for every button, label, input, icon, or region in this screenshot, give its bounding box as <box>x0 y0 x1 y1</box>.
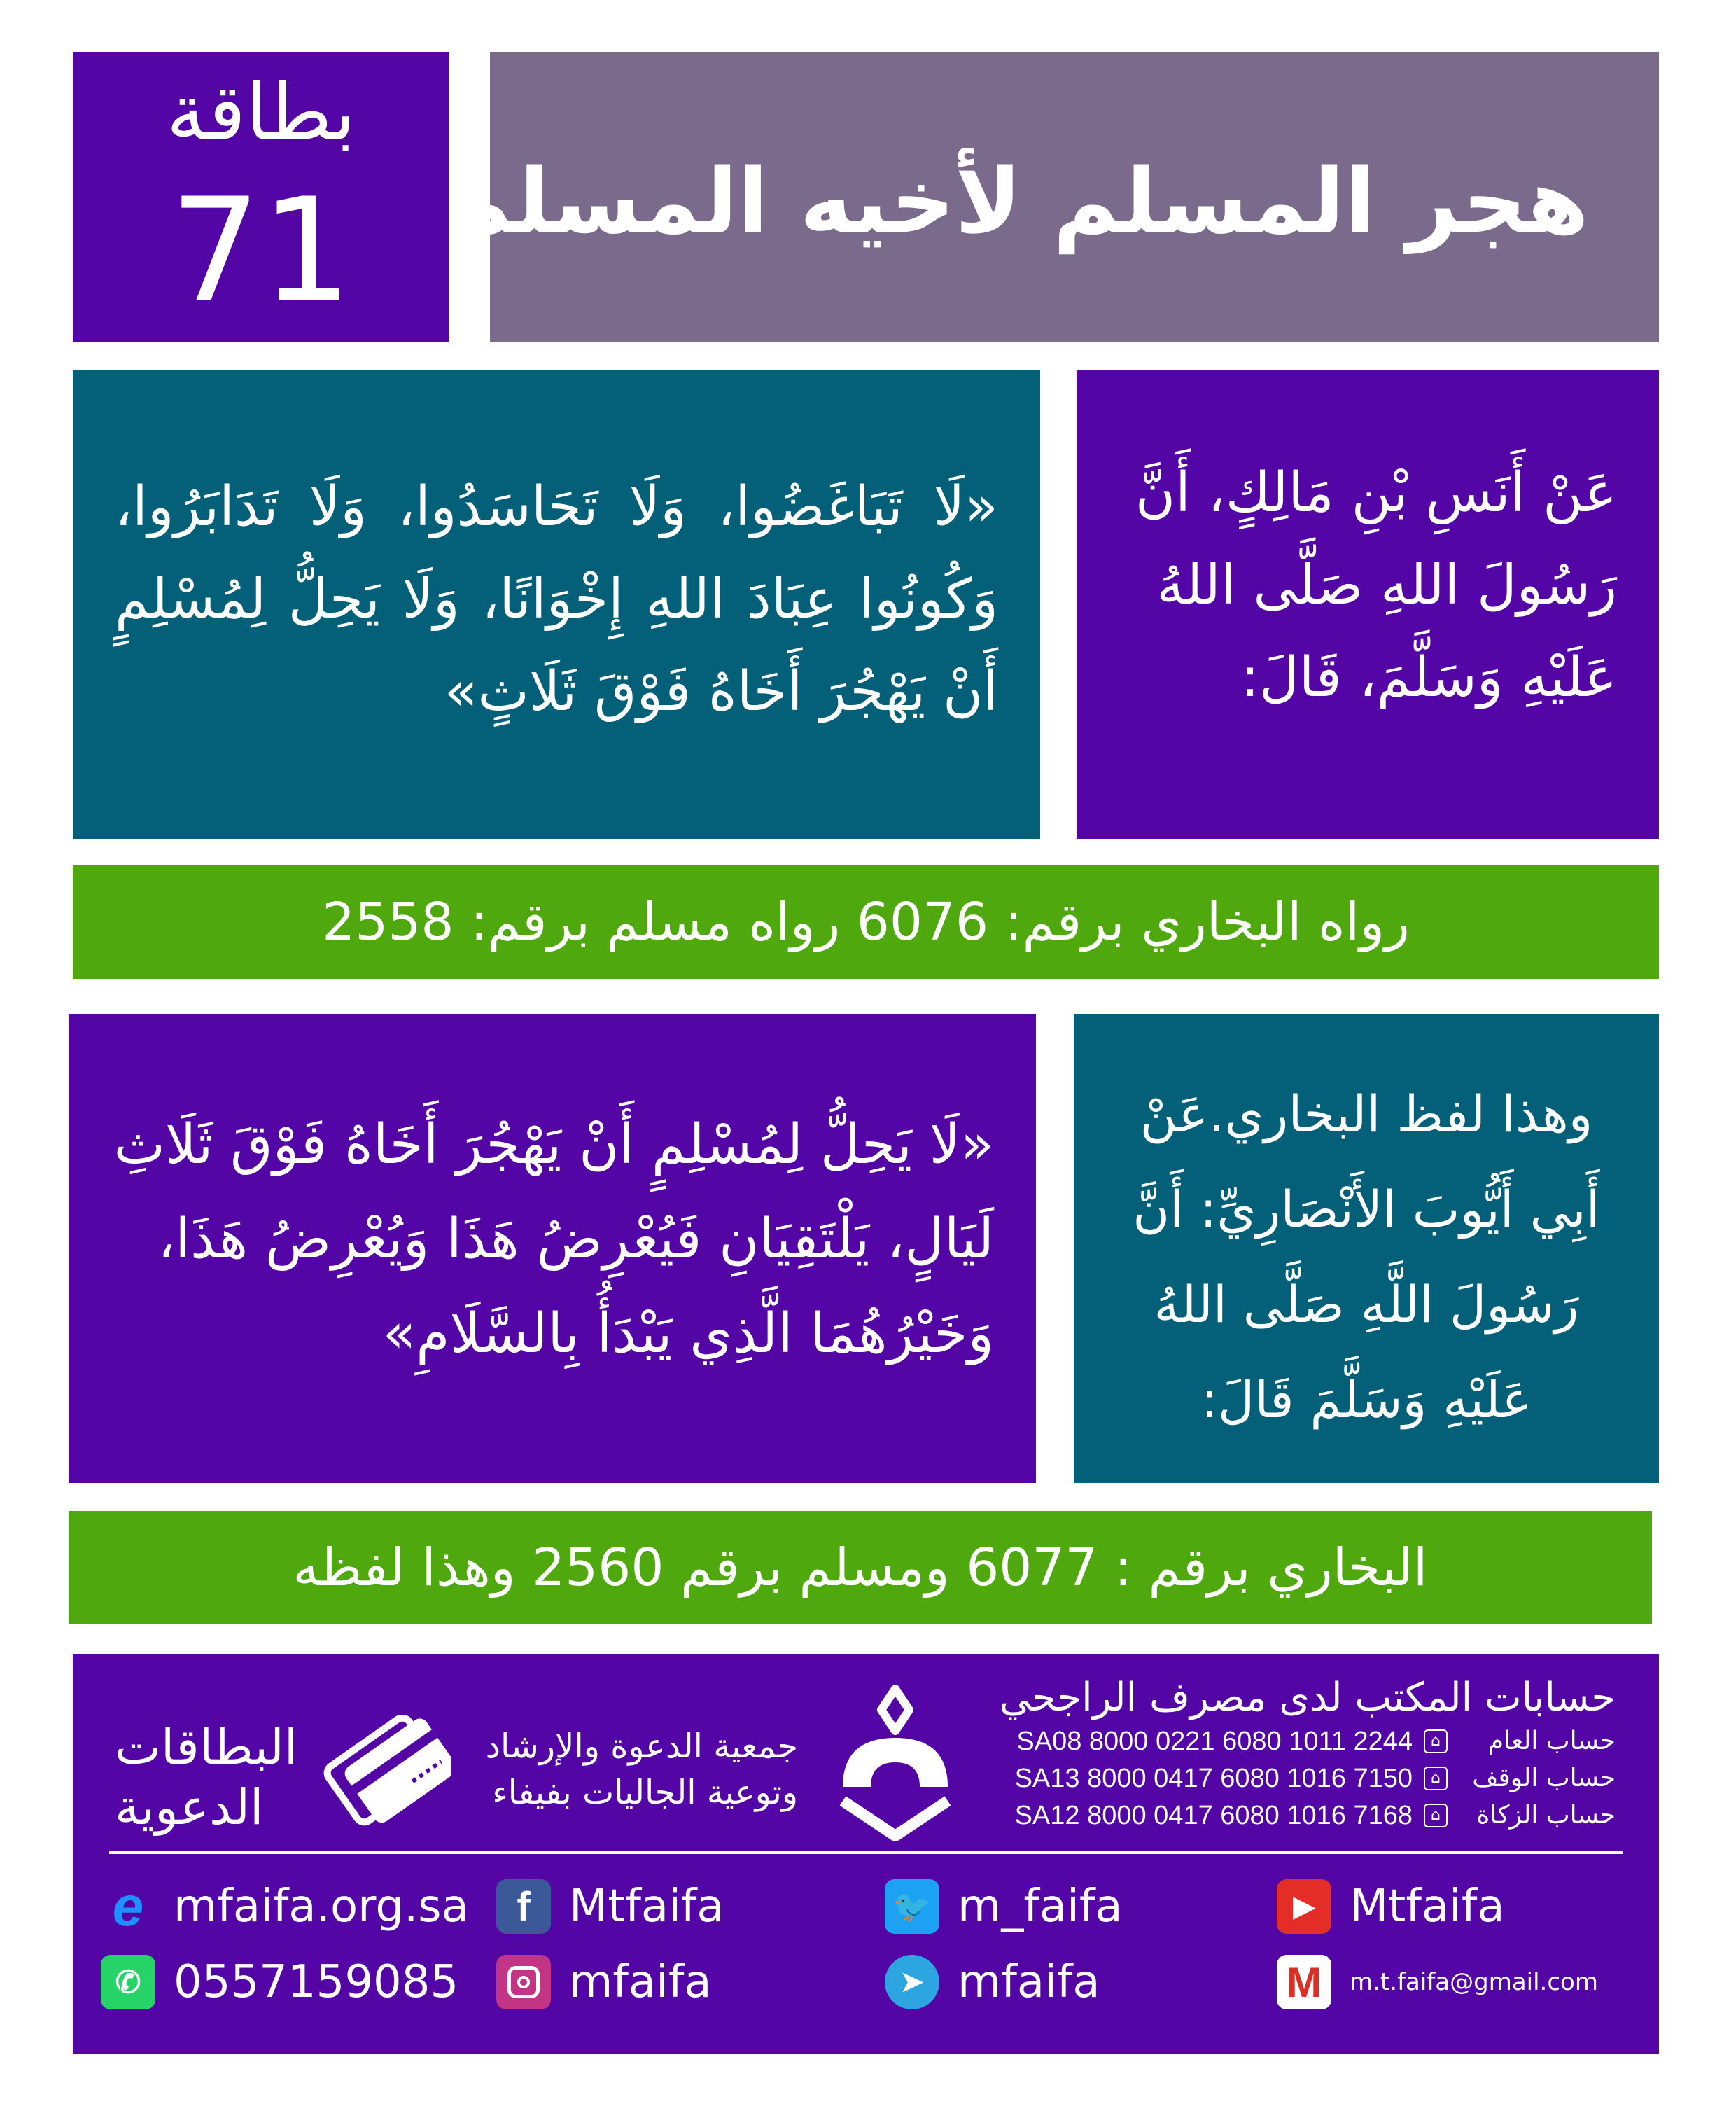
hadith2-source-box <box>69 1511 1652 1624</box>
instagram-label: mfaifa <box>569 1956 712 2008</box>
gmail-icon: M <box>1277 1955 1331 2009</box>
telegram-icon: ➤ <box>885 1955 939 2009</box>
hadith1-source: رواه البخاري برقم: 6076 رواه مسلم برقم: 2558 <box>322 892 1410 952</box>
title-box <box>446 52 1659 342</box>
org-name-line2: وتوعية الجاليات بفيفاء <box>492 1773 798 1812</box>
cards-icon <box>318 1715 451 1827</box>
account-label: حساب الوقف <box>1472 1764 1616 1792</box>
facebook-label: Mtfaifa <box>569 1881 724 1932</box>
bank-accounts-title: حسابات المكتب لدى مصرف الراجحي <box>999 1675 1616 1720</box>
facebook-icon: f <box>496 1879 551 1934</box>
account-number: SA08 8000 0221 6080 1011 2244 <box>1016 1727 1413 1756</box>
account-number: SA13 8000 0417 6080 1016 7150 <box>1014 1764 1413 1793</box>
bank-icon: ⌂ <box>1424 1804 1448 1827</box>
internet-explorer-icon: e <box>112 1875 144 1937</box>
telegram-label: mfaifa <box>958 1956 1100 2008</box>
brand-line1: البطاقات <box>115 1718 298 1776</box>
whatsapp-icon: ✆ <box>101 1955 155 2009</box>
hadith1-source-box <box>73 865 1659 979</box>
hadith2-intro: وهذا لفظ البخاري.عَنْ أَبِي أَيُّوبَ الأَنْصَارِيِّ: أَنَّ رَسُولَ اللَّهِ صَلَّى اللهُ عَلَيْهِ وَسَلَّمَ قَالَ: <box>1074 1014 1659 1483</box>
hadith2-source: البخاري برقم : 6077 ومسلم برقم 2560 وهذا لفظه <box>293 1538 1428 1598</box>
page-title: هجر المسلم لأخيه المسلم <box>446 150 1589 254</box>
card-number-box <box>73 52 449 342</box>
hadith1-intro: عَنْ أَنَسِ بْنِ مَالِكٍ، أَنَّ رَسُولَ اللهِ صَلَّى اللهُ عَلَيْهِ وَسَلَّمَ، قَالَ: <box>1077 370 1659 839</box>
hadith2-text: «لَا يَحِلُّ لِمُسْلِمٍ أَنْ يَهْجُرَ أَخَاهُ فَوْقَ ثَلَاثِ لَيَالٍ، يَلْتَقِيَانِ فَيُعْرِضُ هَذَا وَيُعْرِضُ هَذَا، وَخَيْرُهُمَا الَّذِي يَبْدَأُ بِالسَّلَامِ» <box>69 1014 1036 1483</box>
hadith1-text: «لَا تَبَاغَضُوا، وَلَا تَحَاسَدُوا، وَلَا تَدَابَرُوا، وَكُونُوا عِبَادَ اللهِ إِخْوَانًا، وَلَا يَحِلُّ لِمُسْلِمٍ أَنْ يَهْجُرَ أَخَاهُ فَوْقَ ثَلَاثٍ» <box>73 370 1040 839</box>
bank-icon: ⌂ <box>1424 1767 1448 1790</box>
account-number: SA12 8000 0417 6080 1016 7168 <box>1014 1801 1413 1830</box>
twitter-icon: 🐦 <box>885 1879 939 1934</box>
account-label: حساب العام <box>1488 1727 1616 1755</box>
youtube-icon: ▶ <box>1277 1879 1331 1934</box>
instagram-icon <box>496 1955 551 2009</box>
org-logo-icon <box>829 1682 962 1843</box>
account-row <box>1000 1798 1616 1833</box>
footer-divider <box>109 1851 1623 1854</box>
whatsapp-label: 0557159085 <box>174 1956 459 2008</box>
bank-icon: ⌂ <box>1424 1729 1448 1753</box>
email-label: m.t.faifa@gmail.com <box>1350 1968 1598 1996</box>
brand-line2: الدعوية <box>115 1778 264 1836</box>
twitter-label: m_faifa <box>958 1881 1123 1932</box>
footer <box>73 1654 1659 2054</box>
youtube-label: Mtfaifa <box>1350 1881 1505 1932</box>
account-row <box>1000 1724 1616 1759</box>
account-row <box>1000 1761 1616 1796</box>
org-name-line1: جمعية الدعوة والإرشاد <box>485 1727 798 1766</box>
account-label: حساب الزكاة <box>1476 1801 1616 1830</box>
card-number: 71 <box>169 168 353 335</box>
website-label: mfaifa.org.sa <box>174 1881 469 1932</box>
card-label: بطاقة <box>166 67 356 158</box>
